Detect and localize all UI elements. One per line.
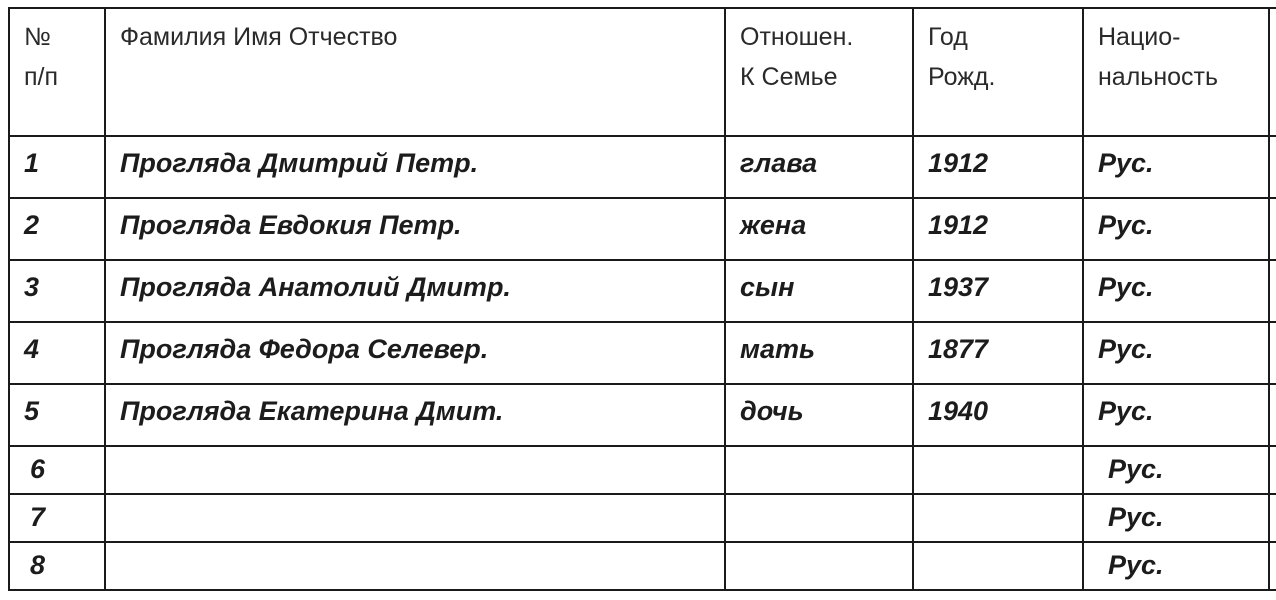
header-relation-line-2: К Семье	[740, 63, 838, 91]
cell-number: 3	[9, 260, 105, 322]
cell-nationality: Рус.	[1083, 198, 1269, 260]
cell-full-name	[105, 542, 725, 590]
cell-number: 4	[9, 322, 105, 384]
cell-nationality: Рус.	[1083, 384, 1269, 446]
table-row	[9, 542, 1276, 590]
cell-birth-year: 1940	[913, 384, 1083, 446]
cell-birth-year	[913, 494, 1083, 542]
table-row	[9, 198, 1276, 260]
header-birth-year	[913, 8, 1083, 136]
table-row	[9, 494, 1276, 542]
header-nationality	[1083, 8, 1269, 136]
table-row	[9, 384, 1276, 446]
header-birth-year-line-1: Год	[928, 23, 968, 51]
cell-birth-year: 1937	[913, 260, 1083, 322]
cell-clipped	[1269, 322, 1276, 384]
cell-full-name	[105, 494, 725, 542]
cell-birth-year: 1912	[913, 136, 1083, 198]
cell-full-name: Прогляда Федора Селевер.	[105, 322, 725, 384]
cell-clipped	[1269, 494, 1276, 542]
cell-nationality: Рус.	[1083, 322, 1269, 384]
header-relation-line-1: Отношен.	[740, 23, 854, 51]
cell-relation: жена	[725, 198, 913, 260]
cell-relation	[725, 542, 913, 590]
cell-number: 5	[9, 384, 105, 446]
cell-birth-year	[913, 542, 1083, 590]
table-row	[9, 136, 1276, 198]
cell-full-name: Прогляда Евдокия Петр.	[105, 198, 725, 260]
cell-birth-year	[913, 446, 1083, 494]
header-number	[9, 8, 105, 136]
cell-full-name	[105, 446, 725, 494]
cell-relation: сын	[725, 260, 913, 322]
header-clipped-column	[1269, 8, 1276, 136]
table-row	[9, 322, 1276, 384]
cell-clipped	[1269, 384, 1276, 446]
cell-nationality: Рус.	[1083, 446, 1269, 494]
cell-clipped	[1269, 446, 1276, 494]
cell-number: 1	[9, 136, 105, 198]
cell-birth-year: 1912	[913, 198, 1083, 260]
table-row	[9, 260, 1276, 322]
cell-full-name: Прогляда Анатолий Дмитр.	[105, 260, 725, 322]
cell-full-name: Прогляда Екатерина Дмит.	[105, 384, 725, 446]
header-nationality-line-1: Нацио-	[1098, 23, 1181, 51]
header-full-name-line-1: Фамилия Имя Отчество	[120, 23, 398, 51]
cell-number: 6	[9, 446, 105, 494]
cell-relation	[725, 446, 913, 494]
table-header-row	[9, 8, 1276, 136]
cell-number: 2	[9, 198, 105, 260]
cell-relation: дочь	[725, 384, 913, 446]
cell-clipped	[1269, 542, 1276, 590]
cell-clipped	[1269, 260, 1276, 322]
cell-relation: мать	[725, 322, 913, 384]
header-birth-year-line-2: Рожд.	[928, 63, 996, 91]
cell-clipped	[1269, 136, 1276, 198]
cell-nationality: Рус.	[1083, 260, 1269, 322]
cell-relation: глава	[725, 136, 913, 198]
cell-birth-year: 1877	[913, 322, 1083, 384]
table-row	[9, 446, 1276, 494]
cell-relation	[725, 494, 913, 542]
cell-nationality: Рус.	[1083, 542, 1269, 590]
cell-full-name: Прогляда Дмитрий Петр.	[105, 136, 725, 198]
header-full-name	[105, 8, 725, 136]
header-number-line-1: №	[24, 23, 51, 51]
header-number-line-2: п/п	[24, 63, 59, 91]
cell-nationality: Рус.	[1083, 494, 1269, 542]
header-relation	[725, 8, 913, 136]
cell-clipped	[1269, 198, 1276, 260]
family-census-table	[8, 7, 1276, 591]
cell-number: 8	[9, 542, 105, 590]
cell-nationality: Рус.	[1083, 136, 1269, 198]
header-nationality-line-2: нальность	[1098, 63, 1219, 91]
cell-number: 7	[9, 494, 105, 542]
